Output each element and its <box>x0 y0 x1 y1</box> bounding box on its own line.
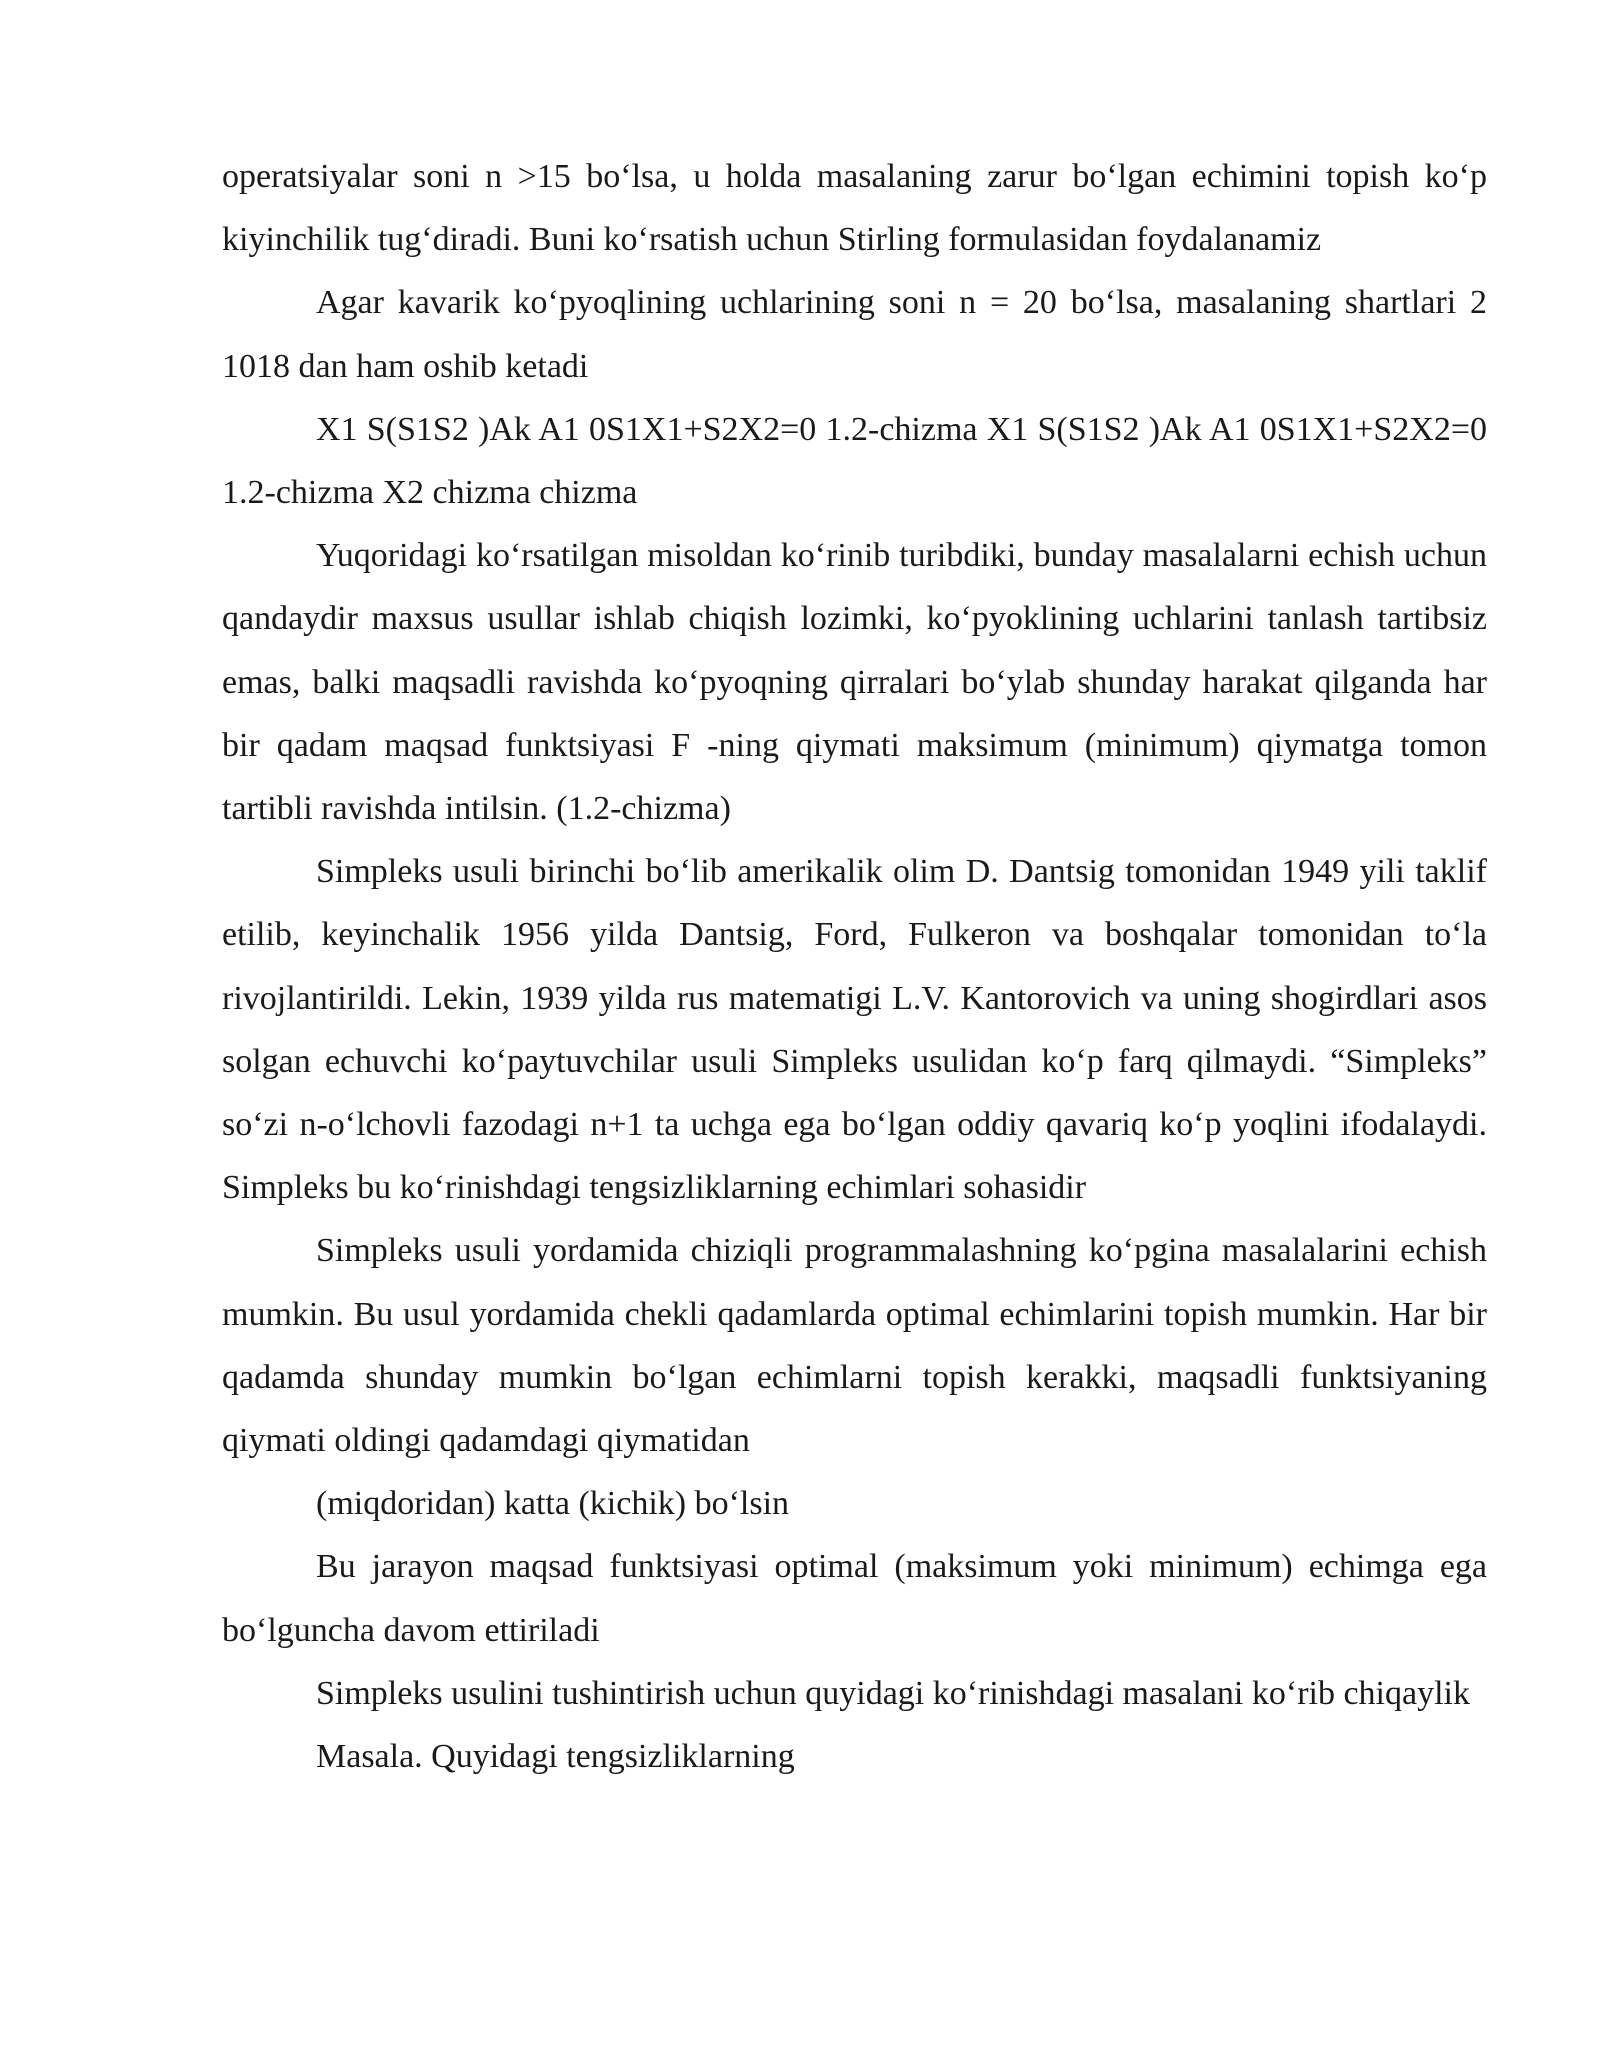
paragraph-3: X1 S(S1S2 )Ak A1 0S1X1+S2X2=0 1.2-chizma X1 S(S1S2 )Ak A1 0S1X1+S2X2=0 1.2-chizma X2 chizma chizma <box>222 410 1487 512</box>
paragraph-1: operatsiyalar soni n >15 bo‘lsa, u holda masalaning zarur bo‘lgan echimini topish ko‘p kiyinchilik tug‘diradi. Buni ko‘rsatish uchun Stirling formulasidan foydalanamiz <box>222 158 1487 259</box>
paragraph-7: (miqdoridan) katta (kichik) bo‘lsin <box>316 1485 790 1523</box>
paragraph-10: Masala. Quyidagi tengsizliklarning <box>316 1738 795 1776</box>
paragraph-4: Yuqoridagi ko‘rsatilgan misoldan ko‘rinib turibdiki, bunday masalalarni echish uchun qandaydir maxsus usullar ishlab chiqish lozimki, ko‘pyoklining uchlarini tanlash tartibsiz emas, balki maqsadli ravishda ko‘pyoqning qirralari bo‘ylab shunday harakat qilganda har bir qadam maqsad funktsiyasi F -ning qiymati maksimum (minimum) qiymatga tomon tartibli ravishda intilsin. (1.2-chizma) <box>222 537 1487 828</box>
document-body <box>222 145 1487 1788</box>
paragraph-5: Simpleks usuli birinchi bo‘lib amerikalik olim D. Dantsig tomonidan 1949 yili taklif etilib, keyinchalik 1956 yilda Dantsig, Ford, Fulkeron va boshqalar tomonidan to‘la rivojlantirildi. Lekin, 1939 yilda rus matematigi L.V. Kantorovich va uning shogirdlari asos solgan echuvchi ko‘paytuvchilar usuli Simpleks usulidan ko‘p farq qilmaydi. “Simpleks” so‘zi n-o‘lchovli fazodagi n+1 ta uchga ega bo‘lgan oddiy qavariq ko‘p yoqlini ifodalaydi. Simpleks bu ko‘rinishdagi tengsizliklarning echimlari sohasidir <box>222 853 1487 1207</box>
paragraph-2: Agar kavarik ko‘pyoqlining uchlarining soni n = 20 bo‘lsa, masalaning shartlari 2 1018 dan ham oshib ketadi <box>222 284 1487 385</box>
paragraph-9: Simpleks usulini tushintirish uchun quyidagi ko‘rinishdagi masalani ko‘rib chiqaylik <box>316 1674 1470 1712</box>
paragraph-6: Simpleks usuli yordamida chiziqli programmalashning ko‘pgina masalalarini echish mumkin. Bu usul yordamida chekli qadamlarda optimal echimlarini topish mumkin. Har bir qadamda shunday mumkin bo‘lgan echimlarni topish kerakki, maqsadli funktsiyaning qiymati oldingi qadamdagi qiymatidan <box>222 1232 1487 1460</box>
paragraph-8: Bu jarayon maqsad funktsiyasi optimal (maksimum yoki minimum) echimga ega bo‘lguncha davom ettiriladi <box>222 1548 1487 1649</box>
